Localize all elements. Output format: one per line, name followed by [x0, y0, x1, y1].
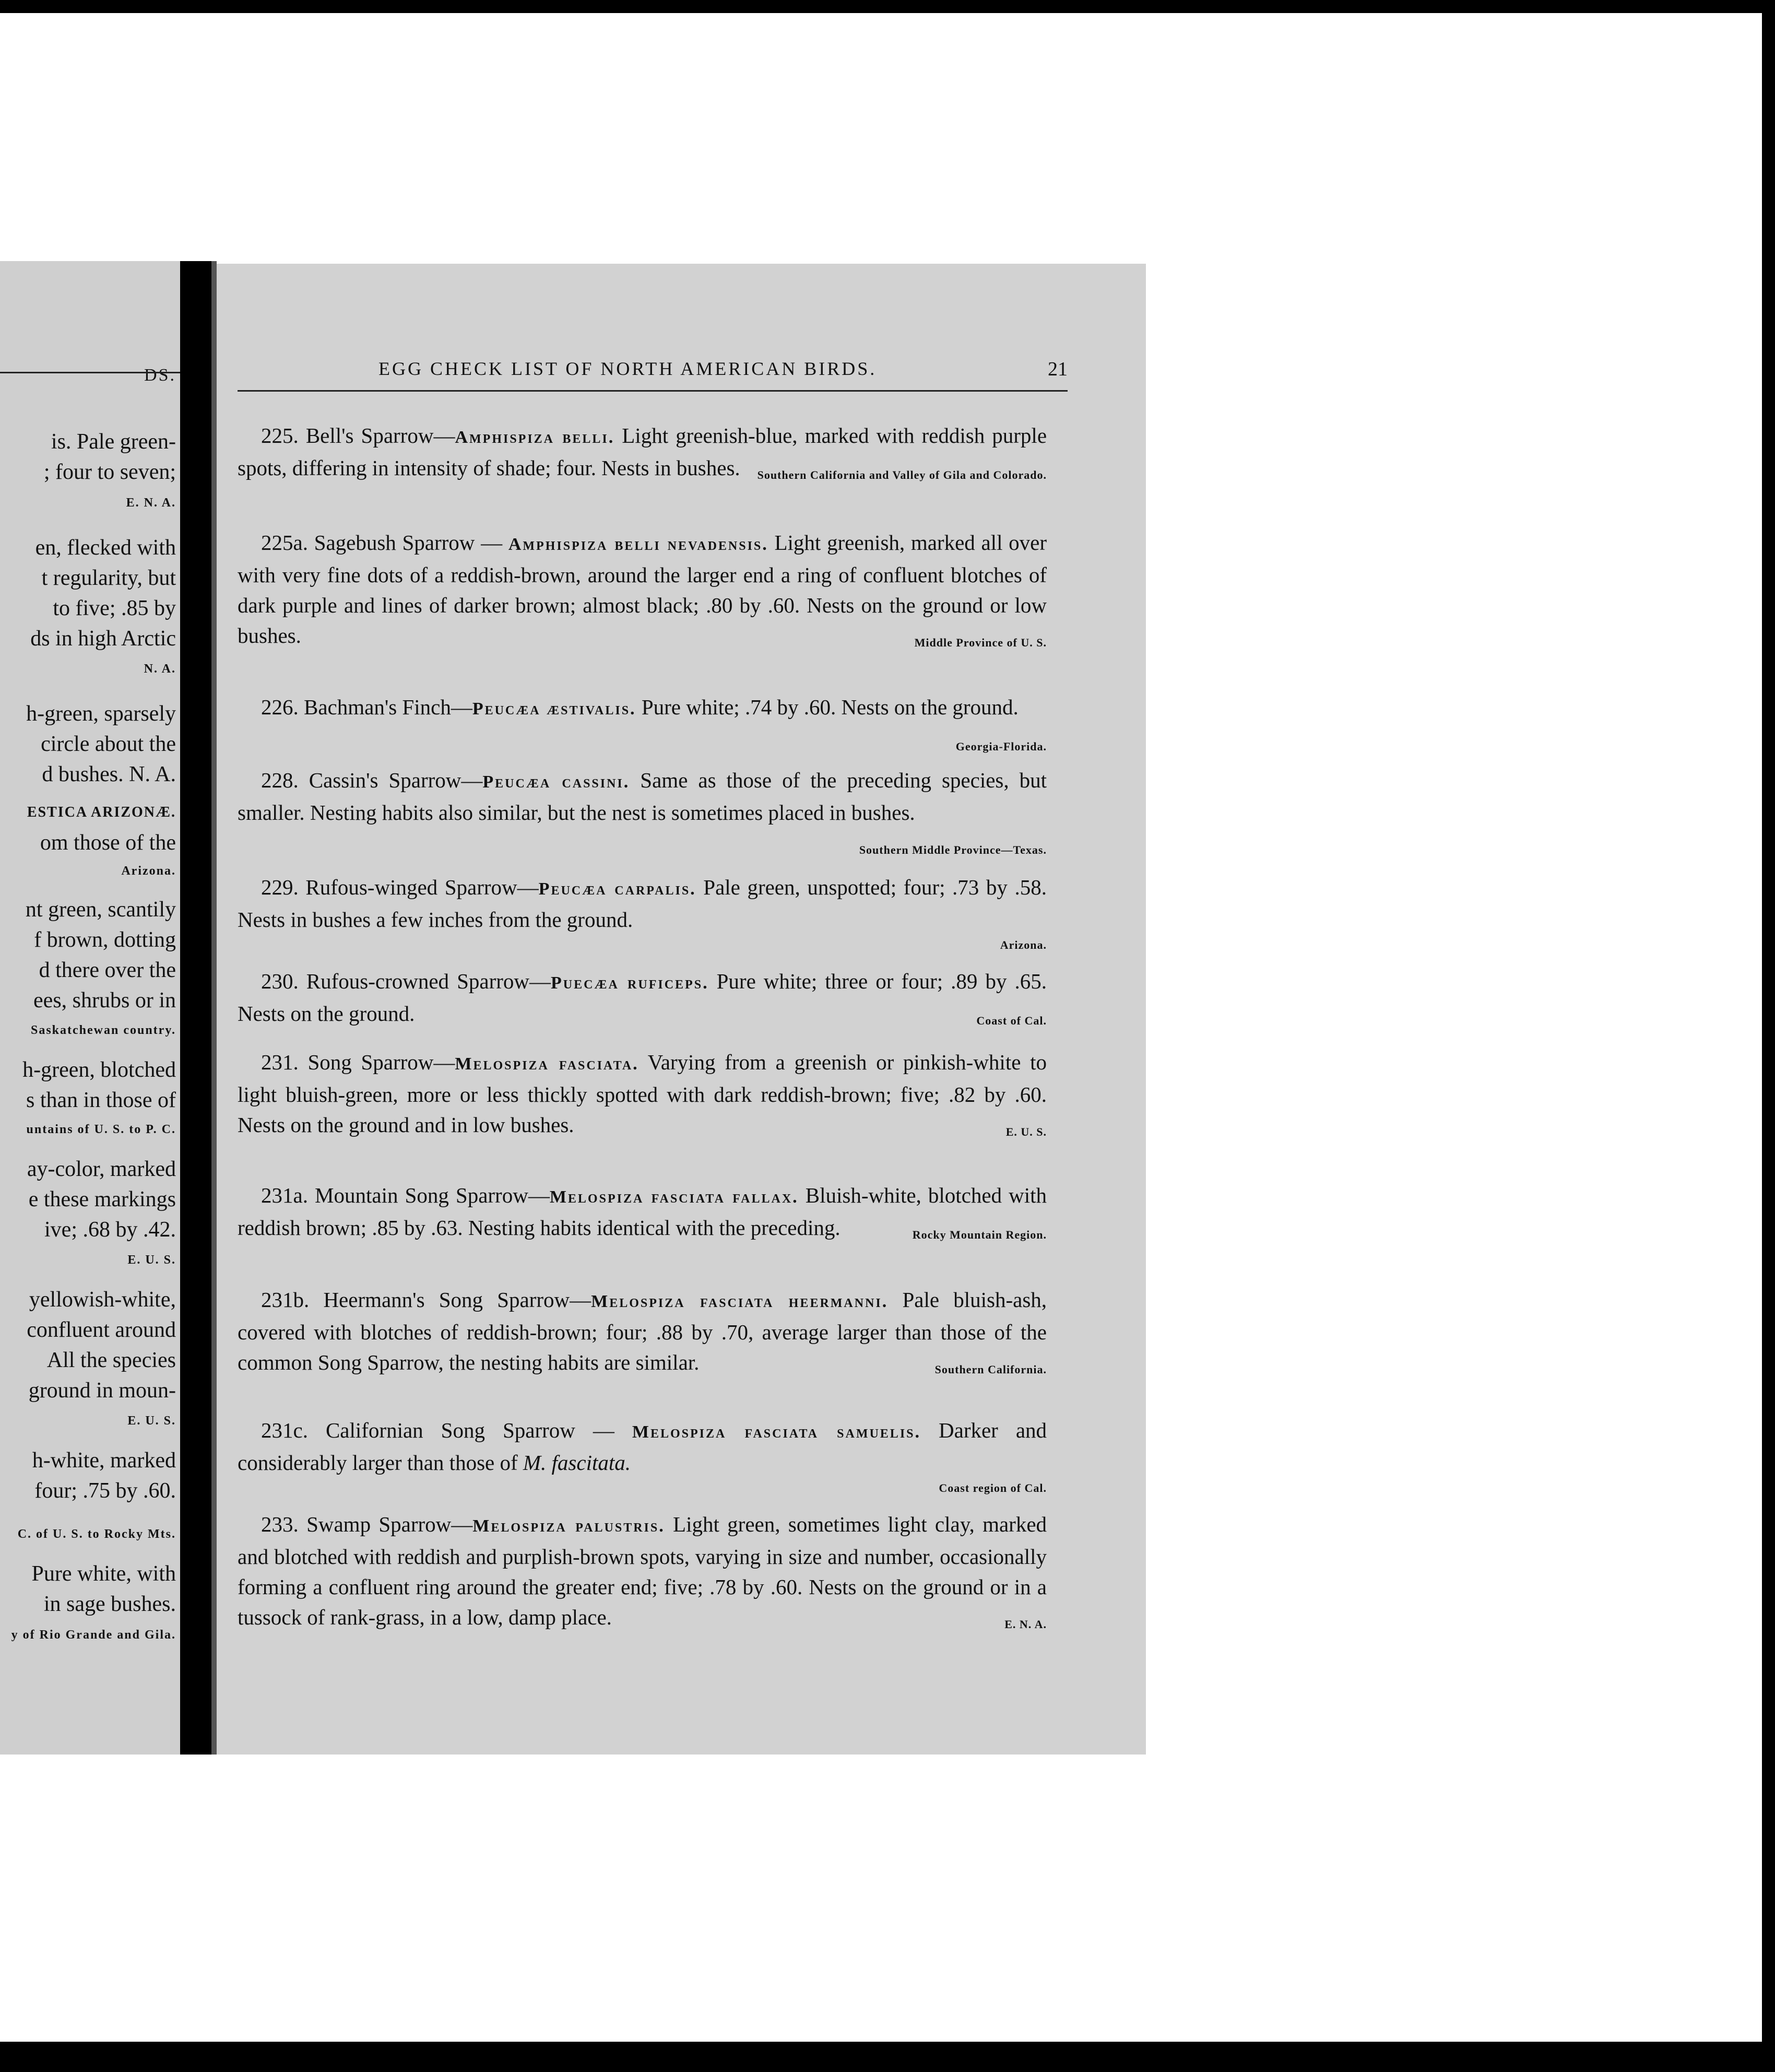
- entry-226: [238, 692, 1047, 762]
- entry-number: 229.: [261, 875, 299, 899]
- common-name: Mountain Song Sparrow—: [315, 1183, 550, 1207]
- range-note: Coast region of Cal.: [939, 1481, 1047, 1494]
- entry-number: 225a.: [261, 531, 308, 555]
- range-note: E. U. S.: [1005, 1125, 1047, 1138]
- scientific-name: Melospiza fasciata samuelis.: [632, 1422, 921, 1442]
- entry-231: [238, 1047, 1047, 1147]
- left-line: ESTICA ARIZONÆ.: [27, 804, 176, 820]
- left-line: All the species: [46, 1348, 176, 1372]
- left-line: ; four to seven;: [43, 460, 176, 484]
- left-line: ay-color, marked: [27, 1157, 176, 1181]
- entry-231a: [238, 1180, 1047, 1250]
- common-name: Bell's Sparrow—: [305, 423, 455, 448]
- entry-number: 226.: [261, 695, 299, 719]
- scientific-name: Peucæa carpalis.: [538, 879, 696, 899]
- common-name: Heermann's Song Sparrow—: [323, 1288, 591, 1312]
- book-gutter: [180, 261, 212, 1755]
- scientific-name: Peucæa æstivalis.: [472, 699, 636, 719]
- left-page-rule: [0, 366, 180, 373]
- left-line: s than in those of: [26, 1088, 176, 1112]
- range-note: Southern California and Valley of Gila and Colorado.: [757, 468, 1047, 481]
- left-line: four; .75 by .60.: [34, 1479, 176, 1503]
- entry-description: Pale bluish-ash, covered with blotches of reddish-brown; four; .88 by .70, average larger than those of the common Song Sparrow, the nesting habits are similar.: [238, 1288, 1047, 1374]
- range-note: Coast of Cal.: [976, 1014, 1047, 1027]
- left-line: is. Pale green-: [51, 430, 176, 454]
- left-line: Pure white, with: [31, 1562, 176, 1586]
- entry-description: Pale green, unspotted; four; .73 by .58. Nests in bushes a few inches from the ground.: [238, 875, 1047, 932]
- scientific-name: Melospiza fasciata heermanni.: [591, 1292, 889, 1311]
- entry-233: [238, 1509, 1047, 1640]
- entry-225a: [238, 527, 1047, 658]
- range-note: Southern California.: [934, 1363, 1047, 1376]
- left-line: f brown, dotting: [34, 928, 176, 952]
- range-note: Georgia-Florida.: [955, 740, 1047, 753]
- left-line: N. A.: [144, 662, 176, 676]
- main-page: [217, 264, 1146, 1755]
- entry-description: Light greenish-blue, marked with reddish purple spots, differing in intensity of shade; four. Nests in bushes.: [238, 423, 1047, 480]
- common-name: Rufous-winged Sparrow—: [305, 875, 539, 899]
- left-line: ds in high Arctic: [30, 627, 176, 651]
- left-line: Saskatchewan country.: [30, 1023, 176, 1037]
- entry-description: Darker and considerably larger than those of: [238, 1418, 1047, 1475]
- left-line: om those of the: [40, 831, 176, 855]
- left-line: E. U. S.: [127, 1253, 176, 1267]
- entry-number: 233.: [261, 1512, 299, 1536]
- left-line: E. U. S.: [127, 1414, 176, 1428]
- entry-number: 231.: [261, 1050, 299, 1074]
- scientific-name: Melospiza fasciata.: [455, 1054, 639, 1074]
- left-line: h-green, sparsely: [26, 702, 176, 726]
- entry-description: Same as those of the preceding species, but smaller. Nesting habits also similar, but the nest is sometimes placed in bushes.: [238, 768, 1047, 825]
- range-note: Rocky Mountain Region.: [912, 1228, 1047, 1241]
- left-line: h-white, marked: [32, 1449, 176, 1473]
- entry-number: 231b.: [261, 1288, 310, 1312]
- common-name: Bachman's Finch—: [304, 695, 472, 719]
- left-line: in sage bushes.: [43, 1592, 176, 1616]
- left-page-fragment: [0, 261, 180, 1755]
- entry-number: 225.: [261, 423, 299, 448]
- common-name: Rufous-crowned Sparrow—: [306, 969, 551, 993]
- left-line: confluent around: [27, 1318, 176, 1342]
- left-line: en, flecked with: [35, 536, 176, 560]
- entry-description: Bluish-white, blotched with reddish brown; .85 by .63. Nesting habits identical with the preceding.: [238, 1183, 1047, 1240]
- entry-description: Pure white; .74 by .60. Nests on the ground.: [641, 695, 1019, 719]
- scientific-name: Amphispiza belli.: [455, 428, 615, 447]
- left-page-head: DS.: [144, 366, 176, 385]
- scientific-name: Melospiza fasciata fallax.: [549, 1187, 799, 1207]
- scientific-name: Peucæa cassini.: [482, 772, 630, 792]
- left-line: ees, shrubs or in: [33, 988, 176, 1013]
- range-note: Southern Middle Province—Texas.: [859, 843, 1047, 856]
- scientific-name: Melospiza palustris.: [472, 1516, 665, 1536]
- left-line: untains of U. S. to P. C.: [26, 1123, 176, 1136]
- entry-228: [238, 765, 1047, 865]
- common-name: Cassin's Sparrow—: [309, 768, 483, 792]
- running-head: EGG CHECK LIST OF NORTH AMERICAN BIRDS.: [378, 358, 877, 379]
- left-line: y of Rio Grande and Gila.: [11, 1628, 176, 1642]
- left-line: circle about the: [41, 732, 176, 756]
- left-line: to five; .85 by: [53, 596, 176, 620]
- entry-225: [238, 420, 1047, 490]
- entry-number: 230.: [261, 969, 299, 993]
- left-line: nt green, scantily: [25, 898, 176, 922]
- entry-number: 231a.: [261, 1183, 308, 1207]
- entry-description: Light greenish, marked all over with very fine dots of a reddish-brown, around the larger end a ring of confluent blotches of dark purple and lines of darker brown; almost black; .80 by .60. Nests on the ground or low bushes.: [238, 531, 1047, 648]
- entry-231b: [238, 1285, 1047, 1385]
- page-header: [238, 358, 1068, 392]
- entry-230: [238, 966, 1047, 1036]
- entry-description: Light green, sometimes light clay, marked and blotched with reddish and purplish-brown spots, varying in size and number, occasionally forming a confluent ring around the greater end; five; .78 by .60. Nests on the ground or in a tussock of rank-grass, in a low, damp place.: [238, 1512, 1047, 1629]
- page-number: 21: [1048, 358, 1068, 380]
- common-name: Californian Song Sparrow —: [325, 1418, 632, 1442]
- entry-number: 228.: [261, 768, 299, 792]
- entry-description: Varying from a greenish or pinkish-white to light bluish-green, more or less thickly spotted with dark reddish-brown; five; .82 by .60. Nests on the ground and in low bushes.: [238, 1050, 1047, 1137]
- entry-description-italic: M. fascitata.: [523, 1451, 631, 1475]
- common-name: Sagebush Sparrow —: [314, 531, 508, 555]
- left-line: Arizona.: [121, 864, 176, 878]
- range-note: Middle Province of U. S.: [914, 636, 1047, 649]
- entry-231c: [238, 1415, 1047, 1499]
- scientific-name: Amphispiza belli nevadensis.: [508, 535, 768, 554]
- range-note: Arizona.: [1000, 938, 1047, 951]
- left-line: E. N. A.: [126, 496, 176, 510]
- left-line: d there over the: [39, 958, 176, 982]
- range-note: E. N. A.: [1004, 1618, 1047, 1631]
- left-line: C. of U. S. to Rocky Mts.: [17, 1527, 176, 1541]
- common-name: Swamp Sparrow—: [306, 1512, 473, 1536]
- entry-229: [238, 872, 1047, 956]
- left-line: ground in moun-: [28, 1379, 176, 1403]
- gutter-edge: [211, 261, 217, 1755]
- left-line: e these markings: [28, 1187, 176, 1211]
- left-line: t regularity, but: [41, 566, 176, 590]
- scientific-name: Puecæa ruficeps.: [551, 973, 709, 993]
- left-line: yellowish-white,: [29, 1288, 176, 1312]
- left-line: d bushes. N. A.: [42, 762, 176, 786]
- entry-description: Pure white; three or four; .89 by .65. Nests on the ground.: [238, 969, 1047, 1026]
- left-line: h-green, blotched: [22, 1058, 176, 1082]
- left-line: ive; .68 by .42.: [44, 1218, 176, 1242]
- common-name: Song Sparrow—: [307, 1050, 455, 1074]
- entry-number: 231c.: [261, 1418, 308, 1442]
- scan-sheet: [0, 13, 1762, 2042]
